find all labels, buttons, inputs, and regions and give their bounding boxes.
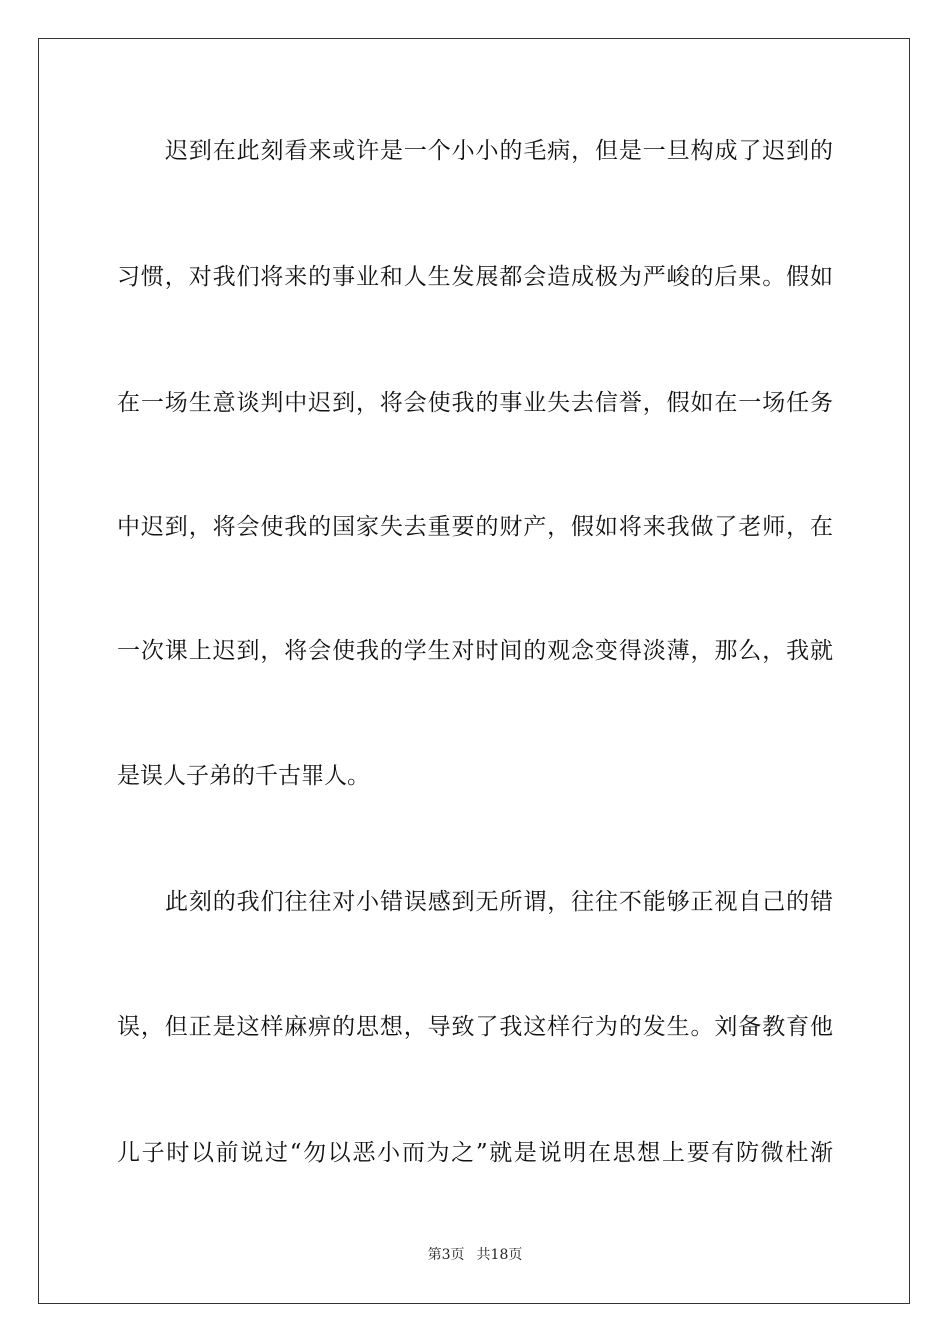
paragraph-2-line-2: 误，但正是这样麻痹的思想，导致了我这样行为的发生。刘备教育他 — [117, 1014, 833, 1040]
page-total: 共18页 — [476, 1247, 523, 1263]
paragraph-1-line-3: 在一场生意谈判中迟到，将会使我的事业失去信誉，假如在一场任务 — [117, 390, 833, 416]
paragraph-2-line-1: 此刻的我们往往对小错误感到无所谓，往往不能够正视自己的错 — [165, 889, 833, 915]
paragraph-1-line-6: 是误人子弟的千古罪人。 — [117, 763, 370, 789]
paragraph-1-line-5: 一次课上迟到，将会使我的学生对时间的观念变得淡薄，那么，我就 — [117, 638, 833, 664]
page-number: 第3页 — [427, 1247, 465, 1263]
paragraph-2-line-3: 儿子时以前说过“勿以恶小而为之”就是说明在思想上要有防微杜渐 — [117, 1140, 833, 1166]
paragraph-1-line-4: 中迟到，将会使我的国家失去重要的财产，假如将来我做了老师，在 — [117, 514, 833, 540]
paragraph-1-line-1: 迟到在此刻看来或许是一个小小的毛病，但是一旦构成了迟到的 — [165, 138, 833, 164]
page-border — [38, 38, 910, 1304]
page-footer — [0, 1246, 950, 1264]
paragraph-1-line-2: 习惯，对我们将来的事业和人生发展都会造成极为严峻的后果。假如 — [117, 264, 833, 290]
